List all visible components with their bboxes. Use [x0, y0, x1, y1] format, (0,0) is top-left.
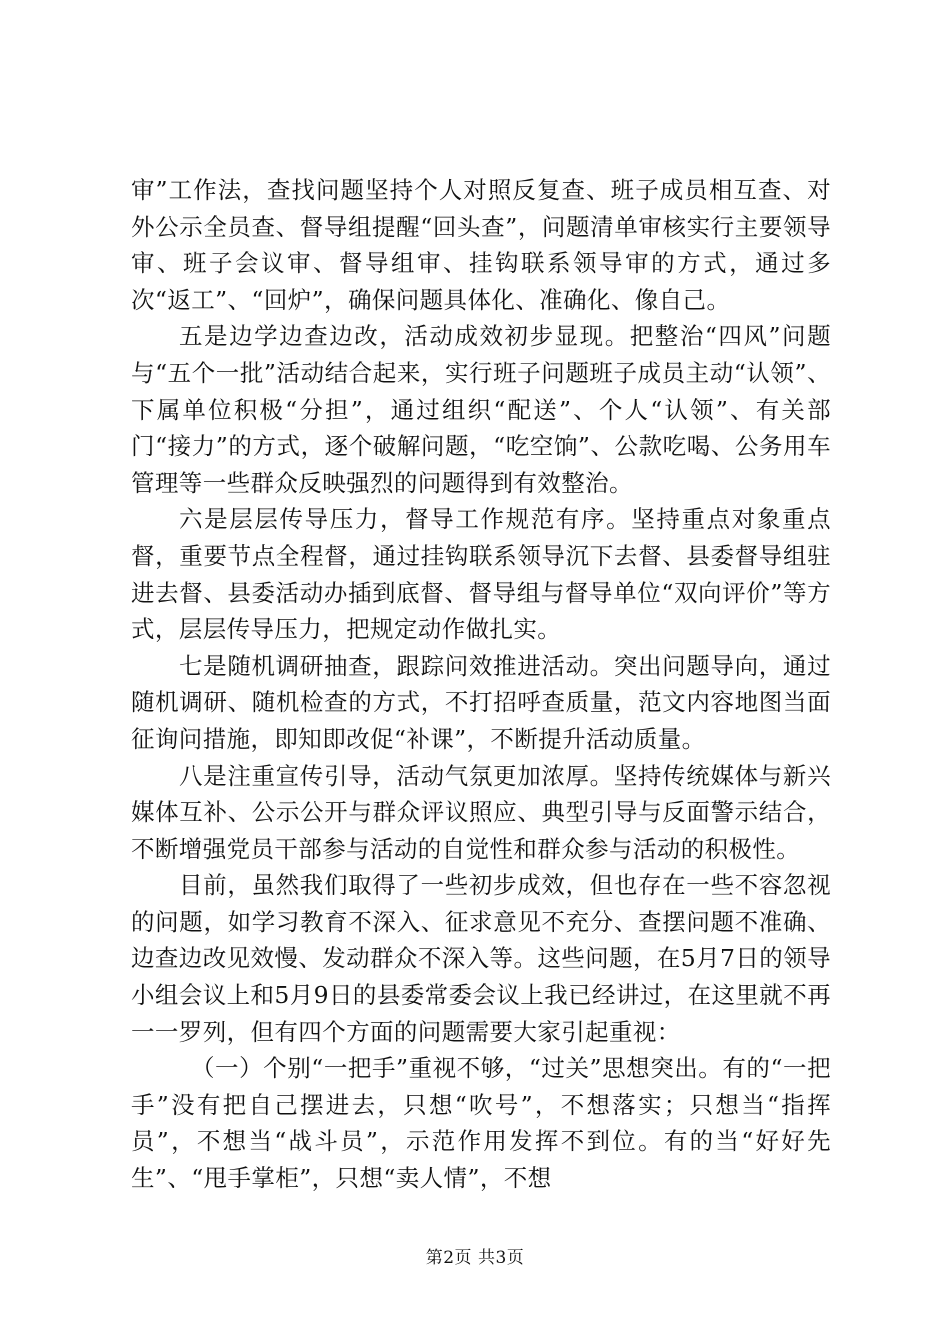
paragraph-point-eight: 八是注重宣传引导，活动气氛更加浓厚。坚持传统媒体与新兴媒体互补、公示公开与群众评议照应、典型引导与反面警示结合，不断增强党员干部参与活动的自觉性和群众参与活动的积极性。 — [131, 761, 831, 863]
paragraph-current-problems: 目前，虽然我们取得了一些初步成效，但也存在一些不容忽视的问题，如学习教育不深入、征求意见不充分、查摆问题不准确、边查边改见效慢、发动群众不深入等。这些问题，在5月7日的领导小组会议上和5月9日的县委常委会议上我已经讲过，在这里就不再一一罗列，但有四个方面的问题需要大家引起重视： — [131, 871, 831, 1046]
paragraph-point-five: 五是边学边查边改，活动成效初步显现。把整治“四风”问题与“五个一批”活动结合起来，实行班子问题班子成员主动“认领”、下属单位积极“分担”，通过组织“配送”、个人“认领”、有关部门“接力”的方式，逐个破解问题，“吃空饷”、公款吃喝、公务用车管理等一些群众反映强烈的问题得到有效整治。 — [131, 322, 831, 497]
paragraph-point-six: 六是层层传导压力，督导工作规范有序。坚持重点对象重点督，重要节点全程督，通过挂钩联系领导沉下去督、县委督导组驻进去督、县委活动办插到底督、督导组与督导单位“双向评价”等方式，层层传导压力，把规定动作做扎实。 — [131, 505, 831, 644]
paragraph-continuation: 审”工作法，查找问题坚持个人对照反复查、班子成员相互查、对外公示全员查、督导组提醒“回头查”，问题清单审核实行主要领导审、班子会议审、督导组审、挂钩联系领导审的方式，通过多次“返工”、“回炉”，确保问题具体化、准确化、像自己。 — [131, 176, 831, 314]
paragraph-problem-one: （一）个别“一把手”重视不够，“过关”思想突出。有的“一把手”没有把自己摆进去，只想“吹号”，不想落实；只想当“指挥员”，不想当“战斗员”，示范作用发挥不到位。有的当“好好先生”、“甩手掌柜”，只想“卖人情”，不想 — [131, 1054, 831, 1193]
paragraph-point-seven: 七是随机调研抽查，跟踪问效推进活动。突出问题导向，通过随机调研、随机检查的方式，不打招呼查质量，范文内容地图当面征询问措施，即知即改促“补课”，不断提升活动质量。 — [131, 651, 831, 753]
page-number-footer: 第2页 共3页 — [425, 1248, 525, 1268]
document-body — [131, 172, 831, 1197]
